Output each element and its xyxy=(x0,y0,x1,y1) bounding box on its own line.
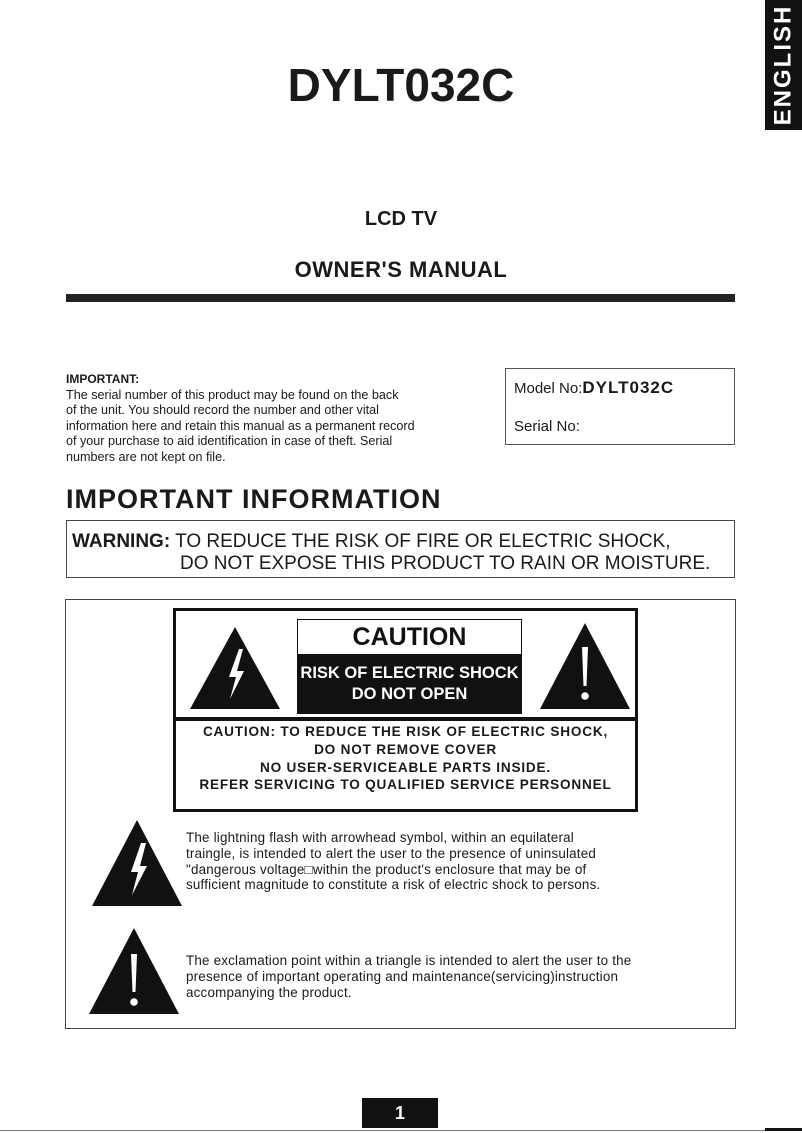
model-number-value: DYLT032C xyxy=(582,378,675,397)
lightning-description-line: traingle, is intended to alert the user to the presence of uninsulated xyxy=(186,845,597,861)
lightning-description xyxy=(186,830,600,893)
important-note-line: information here and retain this manual as a permanent record xyxy=(66,418,415,433)
lightning-triangle-icon xyxy=(90,818,184,908)
important-note xyxy=(66,372,496,466)
warning-text-1: TO REDUCE THE RISK OF FIRE OR ELECTRIC SHOCK, xyxy=(175,531,671,552)
warning-label: WARNING: xyxy=(72,531,171,552)
warning-line-1 xyxy=(72,531,671,553)
lightning-description-line: sufficient magnitude to constitute a risk of electric shock to persons. xyxy=(186,877,601,893)
important-note-heading: IMPORTANT: xyxy=(66,372,140,386)
lightning-triangle-icon xyxy=(188,625,282,711)
section-title: IMPORTANT INFORMATION xyxy=(66,484,442,514)
caution-line: NO USER-SERVICEABLE PARTS INSIDE. xyxy=(259,759,551,775)
caution-text xyxy=(176,723,635,794)
lightning-description-line: "dangerous voltage□within the product's enclosure that may be of xyxy=(186,861,587,877)
corner-mark xyxy=(765,1128,802,1131)
exclamation-description-line: presence of important operating and maintenance(servicing)instruction xyxy=(186,968,619,984)
language-tab-label: ENGLISH xyxy=(769,4,797,126)
caution-line: CAUTION: TO REDUCE THE RISK OF ELECTRIC SHOCK, xyxy=(202,724,609,739)
important-note-line: of the unit. You should record the number and other vital xyxy=(66,403,379,418)
exclamation-description-line: The exclamation point within a triangle is intended to alert the user to the xyxy=(186,953,632,968)
model-title: DYLT032C xyxy=(287,59,515,111)
warning-text-2: DO NOT EXPOSE THIS PRODUCT TO RAIN OR MOISTURE. xyxy=(180,553,711,574)
manual-title: OWNER'S MANUAL xyxy=(294,257,508,282)
model-number-label: Model No: xyxy=(514,380,583,397)
lightning-description-line: The lightning flash with arrowhead symbol, within an equilateral xyxy=(186,830,574,845)
page-number: 1 xyxy=(362,1098,438,1128)
caution-label xyxy=(173,608,638,812)
product-type: LCD TV xyxy=(364,208,438,230)
shock-warning-line-1: RISK OF ELECTRIC SHOCK xyxy=(300,664,519,682)
caution-line: REFER SERVICING TO QUALIFIED SERVICE PERSONNEL xyxy=(199,777,612,793)
caution-word: CAUTION xyxy=(352,623,467,651)
exclamation-triangle-icon xyxy=(87,926,181,1016)
caution-header xyxy=(297,619,522,714)
important-note-line: of your purchase to aid identification in case of theft. Serial xyxy=(66,434,393,449)
title-rule xyxy=(66,294,735,302)
exclamation-description-line: accompanying the product. xyxy=(186,984,352,1000)
caution-divider xyxy=(176,717,635,721)
caution-line: DO NOT REMOVE COVER xyxy=(314,741,497,757)
serial-number-label: Serial No: xyxy=(514,418,580,435)
model-number-row xyxy=(514,378,674,398)
model-serial-box xyxy=(505,368,735,445)
exclamation-description xyxy=(186,953,631,1000)
important-note-line: The serial number of this product may be found on the back xyxy=(66,387,399,402)
bottom-rule xyxy=(0,1130,802,1131)
shock-warning-line-2: DO NOT OPEN xyxy=(351,685,468,703)
exclamation-triangle-icon xyxy=(538,621,632,711)
important-note-line: numbers are not kept on file. xyxy=(66,449,226,464)
shock-warning-panel xyxy=(298,654,521,713)
